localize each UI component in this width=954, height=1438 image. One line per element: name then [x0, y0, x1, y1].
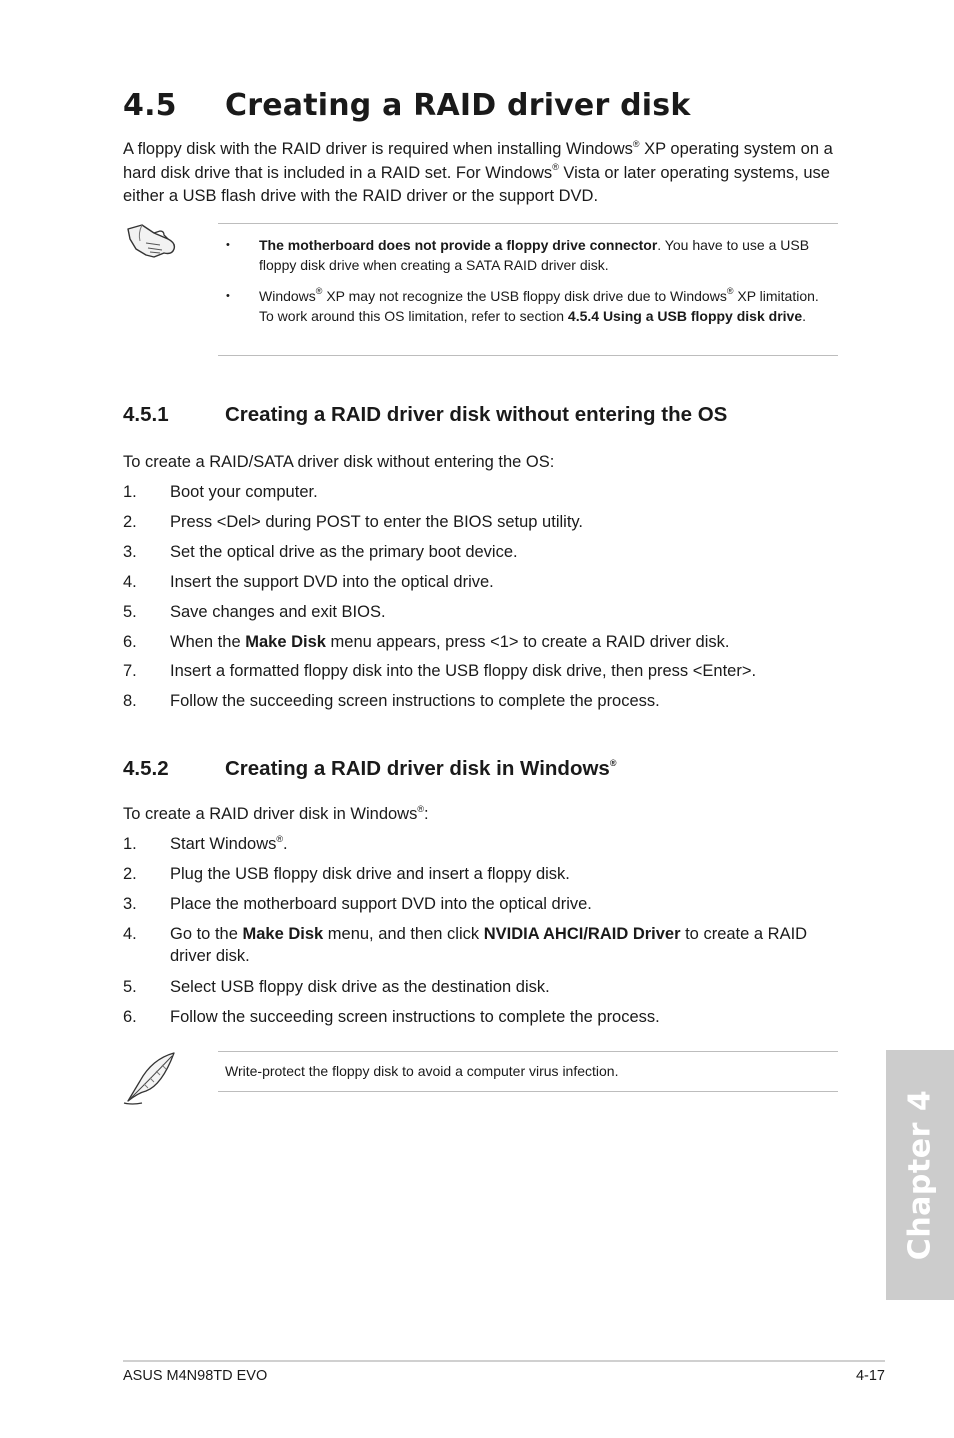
subsection-heading-4-5-2	[123, 757, 616, 781]
intro-text-2: XP operating system on a hard disk drive that is included in a RAID set. For Windows	[123, 140, 833, 182]
registered-mark: ®	[726, 286, 734, 297]
note-bold-text: The motherboard does not provide a floppy drive connector	[259, 237, 658, 253]
step-number: 8.	[123, 692, 137, 710]
footer-divider	[123, 1360, 885, 1362]
menu-name: Make Disk	[242, 925, 324, 943]
note-box-floppy-connector	[218, 223, 838, 356]
note-text: . You have to use a USB floppy disk drive when creating a SATA RAID driver disk.	[259, 237, 810, 273]
registered-mark: ®	[417, 803, 424, 814]
note-text: Write-protect the floppy disk to avoid a computer virus infection.	[225, 1063, 619, 1079]
note-text: XP limitation. To work around this OS limitation, refer to section	[259, 288, 819, 324]
subsection-lead	[123, 803, 429, 826]
step-text: Place the motherboard support DVD into the optical drive.	[170, 895, 592, 913]
intro-paragraph	[123, 138, 843, 209]
step-text: Follow the succeeding screen instructions to complete the process.	[170, 692, 660, 710]
registered-mark: ®	[552, 162, 559, 172]
intro-text-3: Vista or later operating systems, use either a USB flash drive with the RAID driver or the support DVD.	[123, 163, 830, 205]
note-text: Windows	[259, 288, 316, 304]
note-text: .	[802, 308, 806, 324]
section-title: Creating a RAID driver disk	[225, 88, 691, 123]
step-number: 2.	[123, 513, 137, 531]
step-text: Save changes and exit BIOS.	[170, 603, 386, 621]
step-text: Plug the USB floppy disk drive and insert a floppy disk.	[170, 865, 570, 883]
registered-mark: ®	[632, 138, 640, 149]
lead-text: :	[424, 805, 429, 823]
step-text: Press <Del> during POST to enter the BIOS setup utility.	[170, 513, 584, 531]
section-number: 4.5	[123, 88, 177, 123]
registered-mark: ®	[609, 758, 617, 769]
step-text: to create a RAID driver disk.	[170, 925, 808, 965]
subsection-number: 4.5.2	[123, 757, 169, 780]
pointing-hand-icon	[124, 221, 180, 261]
driver-name: NVIDIA AHCI/RAID Driver	[483, 925, 681, 943]
step-text: When the	[170, 633, 246, 651]
menu-name: Make Disk	[245, 633, 326, 651]
step-text: Select USB floppy disk drive as the destination disk.	[170, 978, 550, 996]
step-number: 6.	[123, 633, 137, 651]
subsection-title: Creating a RAID driver disk without entering the OS	[225, 403, 728, 426]
footer-product-name: ASUS M4N98TD EVO	[123, 1368, 268, 1384]
section-reference: 4.5.4 Using a USB floppy disk drive	[567, 308, 803, 324]
subsection-heading-4-5-1	[123, 403, 727, 427]
step-text: Set the optical drive as the primary boot device.	[170, 543, 518, 561]
note-box-write-protect	[218, 1051, 838, 1092]
step-text: .	[283, 835, 288, 853]
footer-page-number: 4-17	[855, 1368, 885, 1384]
step-number: 5.	[123, 603, 137, 621]
step-number: 2.	[123, 865, 137, 883]
step-text: Insert a formatted floppy disk into the USB floppy disk drive, then press <Enter>.	[170, 662, 757, 680]
subsection-title: Creating a RAID driver disk in Windows	[225, 757, 610, 780]
step-number: 4.	[123, 925, 137, 943]
step-text: Start Windows	[170, 835, 277, 853]
intro-text-1: A floppy disk with the RAID driver is required when installing Windows	[123, 140, 633, 158]
step-number: 7.	[123, 662, 137, 680]
step-text: menu, and then click	[323, 925, 484, 943]
note-text: XP may not recognize the USB floppy disk drive due to Windows	[322, 288, 727, 304]
step-number: 3.	[123, 543, 137, 561]
chapter-tab-label: Chapter 4	[902, 1089, 938, 1261]
step-number: 6.	[123, 1008, 137, 1026]
step-number: 5.	[123, 978, 137, 996]
subsection-number: 4.5.1	[123, 403, 169, 426]
step-text: Insert the support DVD into the optical drive.	[170, 573, 494, 591]
step-number: 3.	[123, 895, 137, 913]
registered-mark: ®	[276, 833, 284, 844]
step-number: 4.	[123, 573, 137, 591]
step-text: menu appears, press <1> to create a RAID driver disk.	[325, 633, 730, 651]
bullet: •	[226, 290, 230, 302]
lead-text: To create a RAID driver disk in Windows	[123, 805, 418, 823]
registered-mark: ®	[315, 286, 323, 297]
chapter-tab	[886, 1050, 954, 1300]
subsection-lead: To create a RAID/SATA driver disk without entering the OS:	[123, 453, 555, 471]
section-heading	[123, 88, 690, 123]
quill-pen-icon	[122, 1051, 178, 1107]
step-text: Go to the	[170, 925, 243, 943]
bullet: •	[226, 239, 230, 251]
step-text: Follow the succeeding screen instructions to complete the process.	[170, 1008, 660, 1026]
step-number: 1.	[123, 835, 137, 853]
step-text: Boot your computer.	[170, 483, 318, 501]
step-number: 1.	[123, 483, 137, 501]
